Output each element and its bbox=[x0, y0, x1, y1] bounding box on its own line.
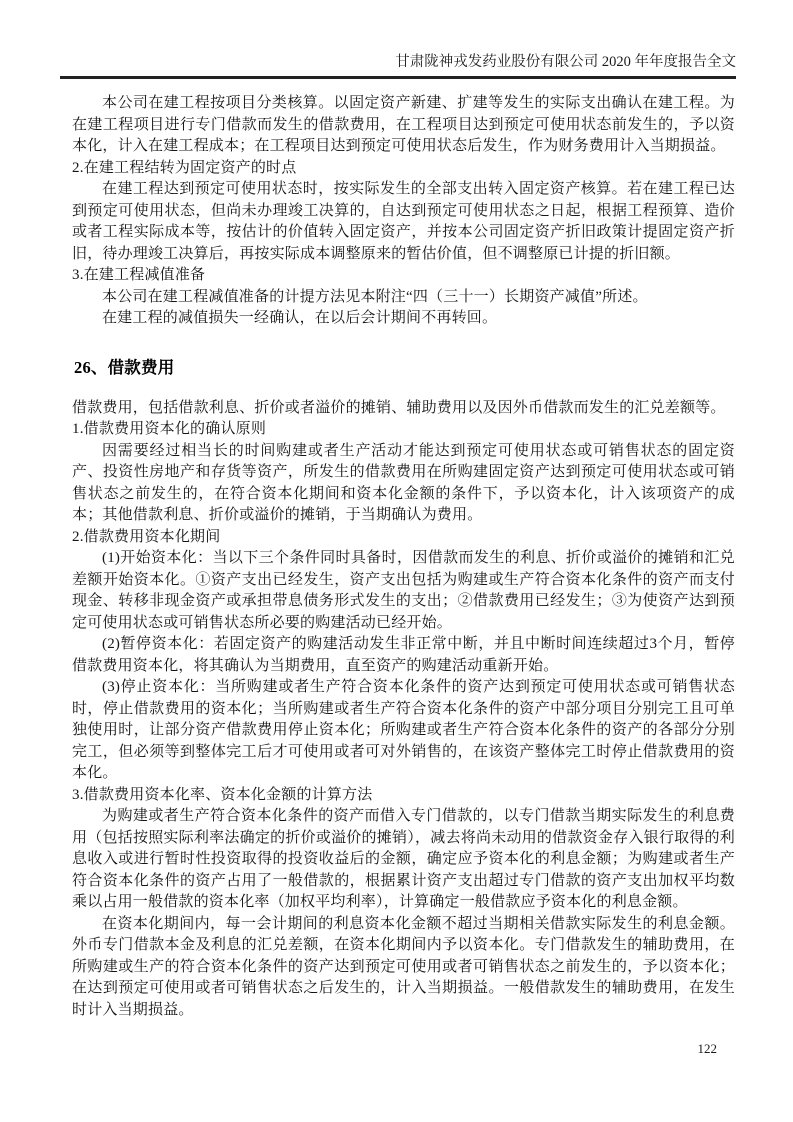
para-capitalization-limit: 在资本化期间内，每一会计期间的利息资本化金额不超过当期相关借款实际发生的利息金额。外币专门借款本金及利息的汇兑差额，在资本化期间内予以资本化。专门借款发生的辅助费用，在所购建或生产的符合资本化条件的资产达到预定可使用或者可销售状态之前发生的，予以资本化；在达到预定可使用或者可销售状态之后发生的，计入当期损益。一般借款发生的辅助费用，在发生时计入当期损益。 bbox=[72, 915, 735, 1018]
para-capitalization-start: (1)开始资本化：当以下三个条件同时具备时，因借款而发生的利息、折价或溢价的摊销和汇兑差额开始资本化。①资产支出已经发生，资产支出包括为购建或生产符合资本化条件的资产而支付现金、转移非现金资产或承担带息债务形式发生的支出；②借款费用已经发生；③为使资产达到预定可使用状态或可销售状态所必要的购建活动已经开始。 bbox=[72, 550, 735, 631]
para-capitalization-principle: 因需要经过相当长的时间购建或者生产活动才能达到预定可使用状态或可销售状态的固定资产、投资性房地产和存货等资产，所发生的借款费用在所购建固定资产达到预定可使用状态或可销售状态之前发生的，在符合资本化期间和资本化金额的条件下，予以资本化，计入该项资产的成本；其他借款利息、折价或溢价的摊销，于当期确认为费用。 bbox=[72, 442, 735, 523]
para-cip-impairment-method: 本公司在建工程减值准备的计提方法见本附注“四（三十一）长期资产减值”所述。 bbox=[102, 288, 648, 305]
report-title: 甘肃陇神戎发药业股份有限公司 2020 年年度报告全文 bbox=[395, 54, 736, 70]
document-content bbox=[72, 93, 735, 1021]
subheading-capitalization-rate: 3.借款费用资本化率、资本化金额的计算方法 bbox=[72, 786, 373, 803]
para-cip-impairment-no-reversal: 在建工程的减值损失一经确认，在以后会计期间不再转回。 bbox=[102, 310, 498, 326]
section-heading-borrowing-costs: 26、借款费用 bbox=[74, 357, 175, 377]
subheading-capitalization-principle: 1.借款费用资本化的确认原则 bbox=[72, 421, 267, 437]
para-capitalization-suspend: (2)暂停资本化：若固定资产的购建活动发生非正常中断，并且中断时间连续超过3个月，暂停借款费用资本化，将其确认为当期费用，直至资产的购建活动重新开始。 bbox=[72, 636, 735, 674]
page-number: 122 bbox=[697, 1041, 717, 1056]
para-cip-accounting: 本公司在建工程按项目分类核算。以固定资产新建、扩建等发生的实际支出确认在建工程。为在建工程项目进行专门借款而发生的借款费用，在工程项目达到预定可使用状态前发生的，予以资本化，计入在建工程成本；在工程项目达到预定可使用状态后发生，作为财务费用计入当期损益。 bbox=[72, 95, 735, 154]
subheading-cip-transfer-timing: 2.在建工程结转为固定资产的时点 bbox=[72, 159, 297, 176]
subheading-capitalization-period: 2.借款费用资本化期间 bbox=[72, 528, 221, 545]
para-capitalization-cease: (3)停止资本化：当所购建或者生产符合资本化条件的资产达到预定可使用状态或可销售状态时，停止借款费用的资本化；当所购建或者生产符合资本化条件的资产中部分项目分别完工且可单独使用时，让部分资产借款费用停止资本化；所购建或者生产符合资本化条件的资产的各部分分别完工，但必须等到整体完工后才可使用或者可对外销售的，在该资产整体完工时停止借款费用的资本化。 bbox=[72, 679, 735, 781]
subheading-cip-impairment: 3.在建工程减值准备 bbox=[72, 267, 206, 283]
para-borrowing-costs-definition: 借款费用，包括借款利息、折价或者溢价的摊销、辅助费用以及因外币借款而发生的汇兑差额等。 bbox=[72, 399, 726, 416]
page-header bbox=[60, 0, 736, 79]
para-capitalization-rate-method: 为购建或者生产符合资本化条件的资产而借入专门借款的，以专门借款当期实际发生的利息费用（包括按照实际利率法确定的折价或溢价的摊销），减去将尚未动用的借款资金存入银行取得的利息收入或进行暂时性投资取得的投资收益后的金额，确定应予资本化的利息金额；为购建或者生产符合资本化条件的资产占用了一般借款的，根据累计资产支出超过专门借款的资产支出加权平均数乘以占用一般借款的资本化率（加权平均利率），计算确定一般借款应予资本化的利息金额。 bbox=[72, 808, 735, 910]
para-cip-transfer-timing: 在建工程达到预定可使用状态时，按实际发生的全部支出转入固定资产核算。若在建工程已达到预定可使用状态，但尚未办理竣工决算的，自达到预定可使用状态之日起，根据工程预算、造价或者工程实际成本等，按估计的价值转入固定资产，并按本公司固定资产折旧政策计提固定资产折旧，待办理竣工决算后，再按实际成本调整原来的暂估价值，但不调整原已计提的折旧额。 bbox=[72, 181, 735, 262]
